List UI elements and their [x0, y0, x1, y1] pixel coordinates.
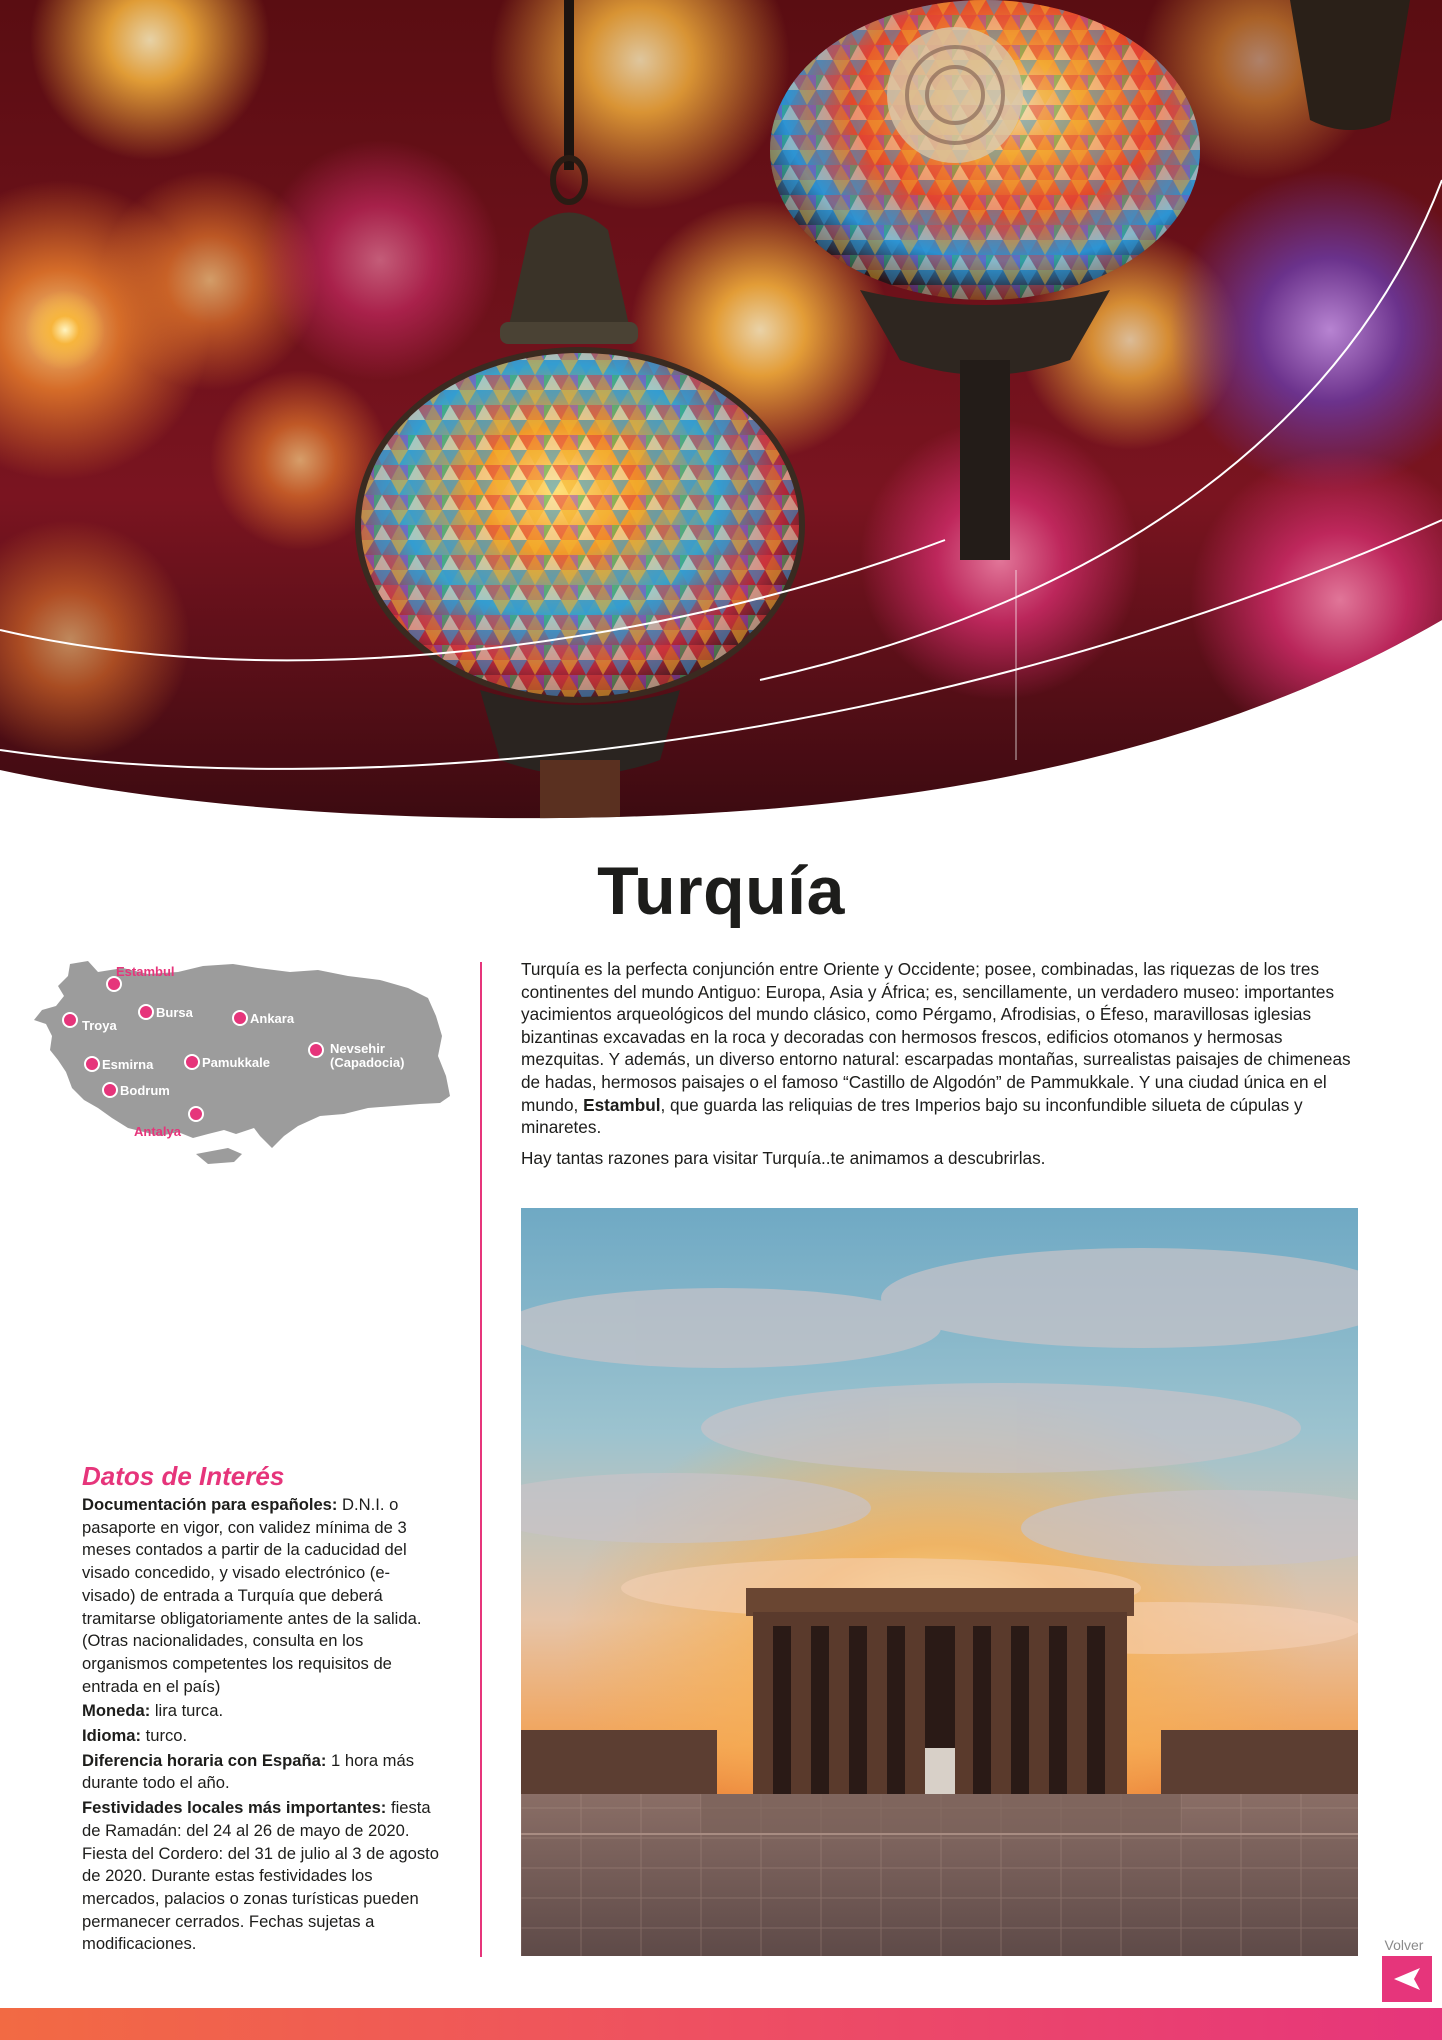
- intro-paragraph: Turquía es la perfecta conjunción entre Oriente y Occidente; posee, combinadas, las riquezas de los tres continentes del mundo Antiguo: Europa, Asia y África; es, sencillamente, un verdadero museo: importantes yacimientos arqueológicos del mundo clásico, como Pérgamo, Afrodisias, o Éfeso, maravillosas iglesias bizantinas excavadas en la roca y decoradas con hermosos frescos, edificios otomanos y hermosas mezquitas. Y además, un diverso entorno natural: escarpadas montañas, surrealistas paisajes de chimeneas de hadas, hermosos paisajes o el famoso “Castillo de Algodón” de Pammukkale. Y una ciudad única en el mundo, Estambul, que guarda las reliquias de tres Imperios bajo su inconfundible silueta de cúpulas y minaretes.: [521, 959, 1351, 1138]
- intro-closing: Hay tantas razones para visitar Turquía..te animamos a descubrirlas.: [521, 1147, 1046, 1168]
- datos-diferencia-horaria: Diferencia horaria con España: 1 hora más durante todo el año.: [82, 1750, 415, 1793]
- map-label-pamukkale: Pamukkale: [202, 1055, 270, 1070]
- map-marker-ankara: [233, 1011, 247, 1025]
- page-title: Turquía: [597, 853, 845, 929]
- map-marker-pamukkale: [185, 1055, 199, 1069]
- datos-idioma: Idioma: turco.: [82, 1726, 188, 1746]
- hero-image: [0, 0, 1442, 830]
- map-marker-nevsehir: [309, 1043, 323, 1057]
- map-label-troya: Troya: [82, 1018, 117, 1033]
- map-label-bodrum: Bodrum: [120, 1083, 170, 1098]
- map-label-esmirna: Esmirna: [102, 1057, 154, 1072]
- mosaic-lamps-photo: [0, 0, 1442, 830]
- map-marker-antalya: [189, 1107, 203, 1121]
- map-marker-estambul: [107, 977, 121, 991]
- map-label-capadocia: (Capadocia): [330, 1055, 405, 1070]
- highlight-estambul: Estambul: [583, 1094, 661, 1115]
- volver-label[interactable]: Volver: [1384, 1937, 1424, 1953]
- back-button[interactable]: [1382, 1956, 1432, 2002]
- map-label-ankara: Ankara: [250, 1011, 295, 1026]
- turkey-map-icon: [28, 958, 454, 1170]
- map-marker-esmirna: [85, 1057, 99, 1071]
- back-arrow-icon: [1382, 1956, 1432, 2002]
- datos-festividades: Festividades locales más importantes: fiesta de Ramadán: del 24 al 26 de mayo de 2020. Fiesta del Cordero: del 31 de julio al 3 de agosto de 2020. Durante estas festividades los mercados, palacios o zonas turísticas pueden permanecer cerrados. Fechas sujetas a modificaciones.: [82, 1798, 439, 1954]
- datos-heading: Datos de Interés: [82, 1461, 285, 1491]
- column-divider: [480, 962, 482, 1957]
- datos-moneda: Moneda: lira turca.: [82, 1701, 224, 1721]
- datos-documentacion: Documentación para españoles: D.N.I. o pasaporte en vigor, con validez mínima de 3 meses contados a partir de la caducidad del visado concedido, y visado electrónico (e-visado) de entrada a Turquía que deberá tramitarse obligatoriamente antes de la salida. (Otras nacionalidades, consulta en los organismos competentes los requisitos de entrada en el país): [82, 1495, 422, 1696]
- bottom-gradient-bar: [0, 2008, 1442, 2040]
- map-label-estambul: Estambul: [116, 964, 175, 979]
- map-marker-troya: [63, 1013, 77, 1027]
- turkey-map: [28, 958, 454, 1170]
- map-label-nevsehir: Nevsehir: [330, 1041, 385, 1056]
- mausoleum-sunset-photo: [521, 1208, 1358, 1956]
- map-label-antalya: Antalya: [134, 1124, 181, 1139]
- map-label-bursa: Bursa: [156, 1005, 193, 1020]
- datos-de-interes: [82, 1460, 442, 1958]
- map-marker-bursa: [139, 1005, 153, 1019]
- mausoleum-photo: [521, 1208, 1358, 1956]
- map-marker-bodrum: [103, 1083, 117, 1097]
- intro-text: [521, 958, 1356, 1177]
